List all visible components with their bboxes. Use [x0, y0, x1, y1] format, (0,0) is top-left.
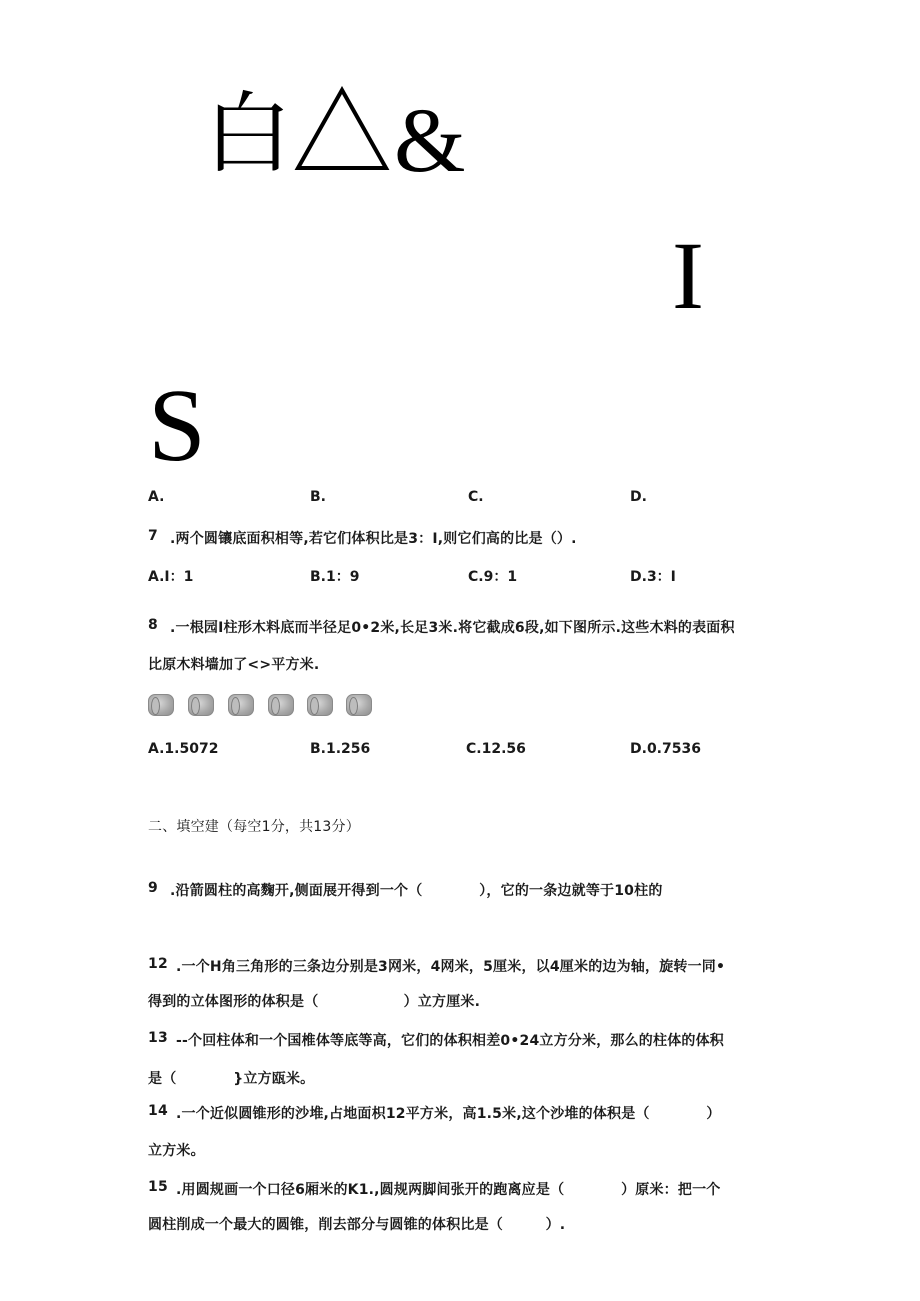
q12-number: 12: [148, 956, 168, 972]
section2-heading: 二、填空建（每空1分，共13分）: [148, 819, 360, 835]
glyph-s: S: [148, 368, 206, 483]
q13-line1: --个回柱体和一个国椎体等底等高，它们的体积相差0•24立方分米，那么的柱体的体积: [176, 1033, 724, 1049]
q6-option-b: B.: [310, 489, 326, 505]
q7-option-b: B.1：9: [310, 569, 360, 585]
q6-option-c: C.: [468, 489, 484, 505]
q13-line2: 是（ }立方瓯米。: [148, 1071, 315, 1087]
q7-number: 7: [148, 528, 158, 544]
q13-number: 13: [148, 1030, 168, 1046]
glyph-bai: 白: [204, 82, 293, 185]
q12-line2: 得到的立体图形的体积是（ ）立方厘米.: [148, 994, 481, 1010]
q15-line2: 圆柱削成一个最大的圆锥，削去部分与圆锥的体积比是（ ）.: [148, 1217, 566, 1233]
q8-option-a: A.1.5072: [148, 741, 219, 757]
q12-line1: .一个H角三角形的三条边分别是3网米，4网米，5厘米，以4厘米的边为轴，旋转一同•: [176, 959, 726, 975]
q8-option-c: C.12.56: [466, 741, 526, 757]
q8-number: 8: [148, 617, 158, 633]
q6-option-a: A.: [148, 489, 165, 505]
q6-option-d: D.: [630, 489, 647, 505]
q7-option-a: A.I：1: [148, 569, 194, 585]
q8-line1: .一根园I柱形木料底而半径足0•2米,长足3米.将它截成6段,如下图所示.这些木料的表面积: [170, 620, 735, 636]
q7-option-d: D.3：I: [630, 569, 676, 585]
q9-text: .沿箭圆柱的高麴开,侧面展开得到一个（ ），它的一条边就等于10柱的: [170, 883, 663, 899]
q14-line1: .一个近似圆锥形的沙堆,占地面枳12平方米，高1.5米,这个沙堆的体积是（ ）: [176, 1106, 721, 1122]
glyph-ampersand: &: [394, 89, 466, 191]
cylinder-piece: [307, 694, 333, 716]
q9-number: 9: [148, 880, 158, 896]
triangle-icon: [294, 86, 390, 172]
q14-number: 14: [148, 1103, 168, 1119]
cylinder-piece: [148, 694, 174, 716]
cylinder-piece: [188, 694, 214, 716]
q8-option-d: D.0.7536: [630, 741, 701, 757]
cylinder-piece: [228, 694, 254, 716]
glyph-i: I: [672, 222, 704, 329]
q14-line2: 立方米。: [148, 1143, 205, 1159]
cylinder-piece: [268, 694, 294, 716]
cylinder-piece: [346, 694, 372, 716]
q7-option-c: C.9：1: [468, 569, 518, 585]
q8-line2: 比原木料墙加了<>平方米.: [148, 657, 320, 673]
q15-number: 15: [148, 1179, 168, 1195]
q7-text: .两个圆镶底面积相等,若它们体积比是3：I,则它们高的比是（）.: [170, 531, 577, 547]
q8-option-b: B.1.256: [310, 741, 371, 757]
q15-line1: .用圆规画一个口径6厢米的K1.,圆规两脚间张开的跑离应是（ ）原米：把一个: [176, 1182, 721, 1198]
